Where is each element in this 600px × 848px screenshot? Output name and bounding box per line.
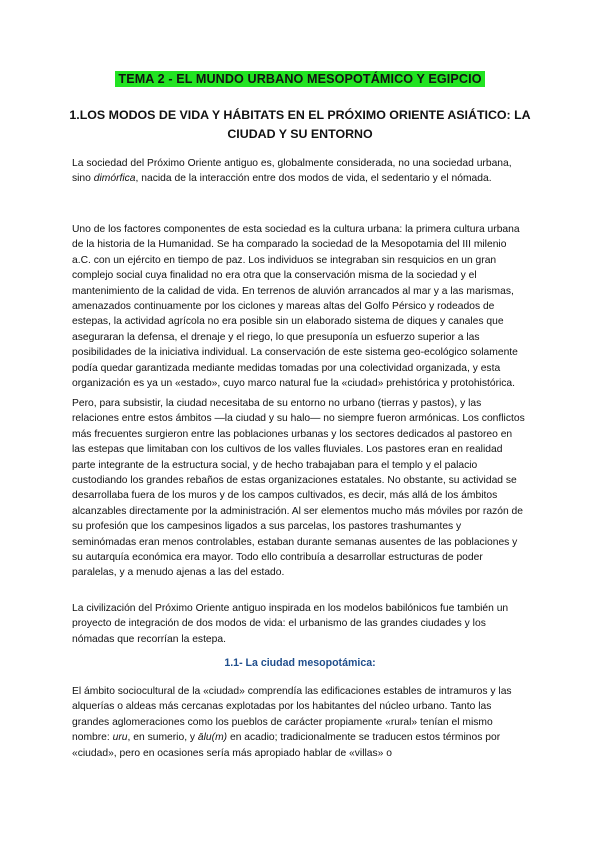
- paragraph-5-term-uru: uru: [112, 732, 128, 744]
- title-container: [0, 70, 600, 88]
- subheading-ciudad-mesopotamica: 1.1- La ciudad mesopotámica:: [224, 657, 376, 669]
- paragraph-1-text-a: La sociedad del Próximo Oriente antiguo es, globalmente considerada, no una sociedad urbana, sino: [72, 158, 512, 185]
- paragraph-2: Uno de los factores componentes de esta sociedad es la cultura urbana: la primera cultura urbana de la historia de la Humanidad. Se ha comparado la sociedad de la Mesopotamia del III milenio a.C. con un ejército en tiempo de paz. Los individuos se integraban sin resquicios en un gran complejo social cuya finalidad no era otra que la conservación misma de la sociedad y el mantenimiento de la calidad de vida. En terrenos de aluvión arrancados al mar y a las marismas, amenazados continuamente por los ciclones y mareas altas del Golfo Pérsico y rodeados de estepas, la actividad agrícola no era posible sin un elaborado sistema de diques y canales que aseguraran la defensa, el drenaje y el riego, lo que presuponía un esfuerzo superior a las posibilidades de la iniciativa individual. La conservación de este sistema geo-ecológico solamente podía quedar garantizada mediante medidas tomadas por una colectividad organizada, y esta organización es ya un «estado», cuyo marco natural fue la «ciudad» prehistórica y protohistórica.: [72, 224, 520, 390]
- paragraph-5-text-c: en acadio; tradicionalmente se traducen estos términos por «ciudad», pero en ocasiones sería más apropiado hablar de «villas» o: [72, 732, 501, 759]
- paragraph-5-text-b: , en sumerio, y: [127, 732, 198, 744]
- paragraph-3: Pero, para subsistir, la ciudad necesitaba de su entorno no urbano (tierras y pastos), y las relaciones entre estos ámbitos —la ciudad y su halo— no siempre fueron armónicas. Los conflictos más frecuentes surgieron entre las poblaciones urbanas y los sectores dedicados al pastoreo en las estepas que limitaban con los cultivos de los valles fluviales. Los pastores eran en realidad parte integrante de la estructura social, y de hecho trabajaban para el templo y el palacio custodiando los grandes rebaños de estas organizaciones estatales. No obstante, su actividad se desarrollaba fuera de los muros y de los campos cultivados, es decir, más allá de los ámbitos alcanzables directamente por la administración. Al ser elementos mucho más móviles por razón de su profesión que los campesinos ligados a sus parcelas, los pastores trashumantes y seminómadas eran menos controlables, estaban durante semanas ausentes de las poblaciones y su autarquía económica era mayor. Todo ello contribuía a desarrollar estructuras de poder paralelas, y a menudo ajenas a las del estado.: [72, 398, 525, 579]
- paragraph-5-term-alu: ālu(m): [197, 732, 228, 744]
- paragraph-1-emphasis: dimórfica: [93, 173, 136, 185]
- document-title: TEMA 2 - EL MUNDO URBANO MESOPOTÁMICO Y EGIPCIO: [115, 71, 484, 87]
- paragraph-5-text-a: El ámbito sociocultural de la «ciudad» comprendía las edificaciones estables de intramuros y las alquerías o aldeas más cercanas explotadas por los habitantes del núcleo urbano. Tanto las grandes aglomeraciones como los pueblos de carácter propiamente «rural» tenían el mismo nombre:: [72, 686, 512, 744]
- paragraph-4: La civilización del Próximo Oriente antiguo inspirada en los modelos babilónicos fue también un proyecto de integración de dos modos de vida: el urbanismo de las grandes ciudades y los nómadas que recorrían la estepa.: [72, 603, 509, 645]
- paragraph-1-text-b: , nacida de la interacción entre dos modos de vida, el sedentario y el nómada.: [135, 173, 492, 185]
- paragraph-1: [72, 156, 527, 187]
- paragraph-5: [72, 684, 527, 761]
- section-heading: 1.LOS MODOS DE VIDA Y HÁBITATS EN EL PRÓXIMO ORIENTE ASIÁTICO: LA CIUDAD Y SU ENTORNO: [69, 108, 531, 141]
